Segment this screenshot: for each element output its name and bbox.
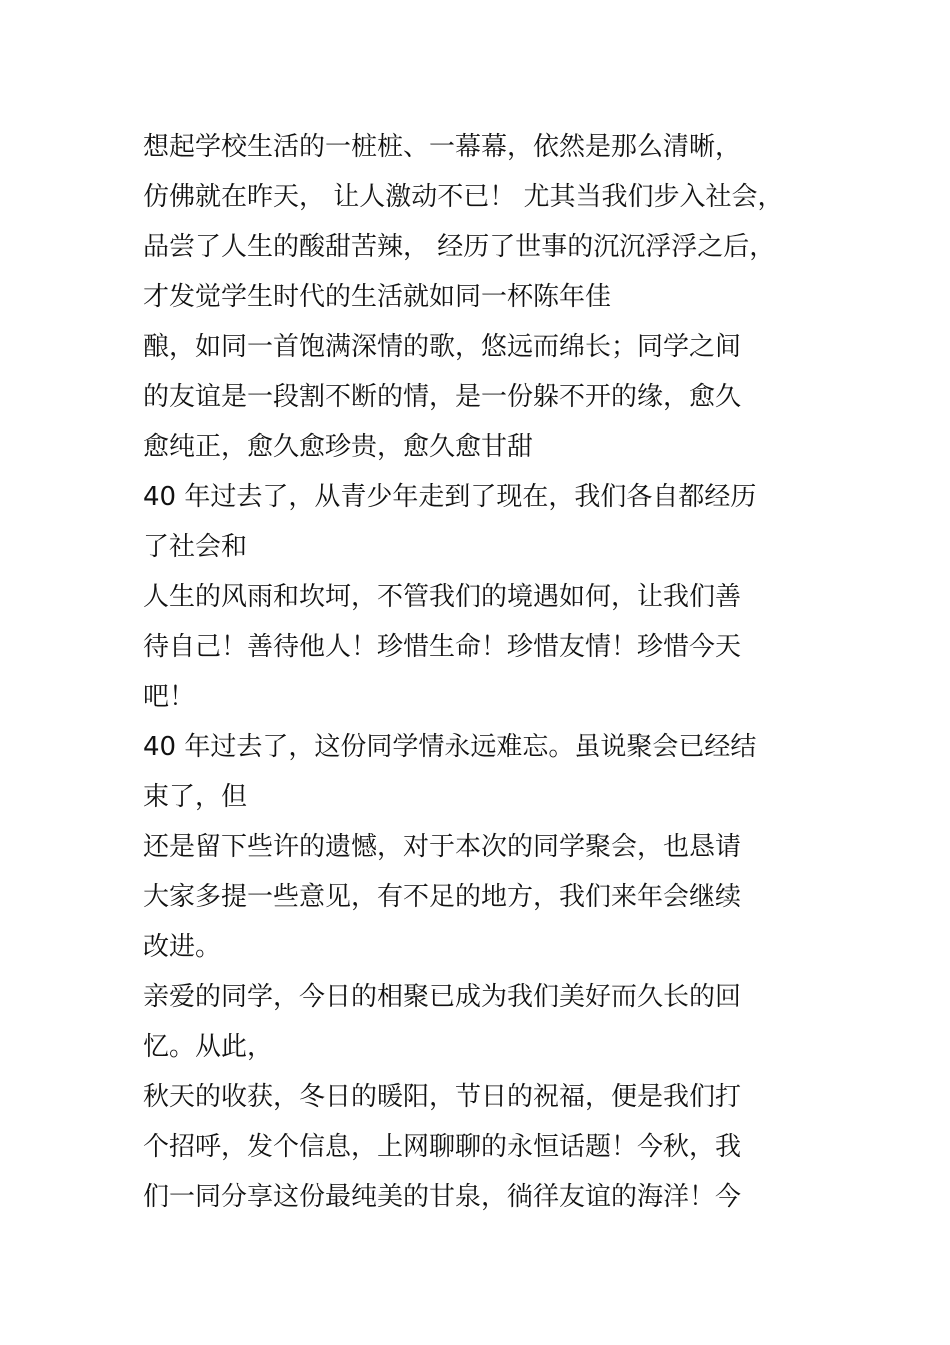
text-line: 个招呼，发个信息，上网聊聊的永恒话题！今秋，我 bbox=[143, 1132, 742, 1162]
text-line: 亲爱的同学，今日的相聚已成为我们美好而久长的回 bbox=[143, 982, 742, 1012]
text-line: 才发觉学生时代的生活就如同一杯陈年佳 bbox=[143, 282, 612, 312]
text-line: 愈纯正，愈久愈珍贵，愈久愈甘甜 bbox=[143, 432, 534, 462]
text-line: 忆。从此， bbox=[143, 1032, 274, 1062]
text-line: 束了，但 bbox=[143, 782, 248, 812]
text-line: 改进。 bbox=[143, 932, 222, 962]
text-line: 仿佛就在昨天， 让人激动不已！ 尤其当我们步入社会， bbox=[143, 182, 784, 212]
text-line: 酿，如同一首饱满深情的歌，悠远而绵长；同学之间 bbox=[143, 332, 742, 362]
text-line: 待自己！善待他人！珍惜生命！珍惜友情！珍惜今天 bbox=[143, 632, 742, 662]
text-line: 想起学校生活的一桩桩、一幕幕，依然是那么清晰， bbox=[143, 132, 742, 162]
text-line: 人生的风雨和坎坷，不管我们的境遇如何，让我们善 bbox=[143, 582, 742, 612]
text-line: 们一同分享这份最纯美的甘泉，徜徉友谊的海洋！今 bbox=[143, 1182, 742, 1212]
text-line: 的友谊是一段割不断的情，是一份躲不开的缘，愈久 bbox=[143, 382, 742, 412]
text-line: 秋天的收获，冬日的暖阳，节日的祝福，便是我们打 bbox=[143, 1082, 742, 1112]
text-line: 吧！ bbox=[143, 682, 196, 712]
document-body bbox=[143, 122, 803, 1222]
text-line: 40 年过去了，这份同学情永远难忘。虽说聚会已经结 bbox=[143, 732, 757, 762]
text-line: 40 年过去了，从青少年走到了现在，我们各自都经历 bbox=[143, 482, 757, 512]
text-line: 还是留下些许的遗憾，对于本次的同学聚会，也恳请 bbox=[143, 832, 742, 862]
text-line: 了社会和 bbox=[143, 532, 248, 562]
text-line: 大家多提一些意见，有不足的地方，我们来年会继续 bbox=[143, 882, 742, 912]
text-line: 品尝了人生的酸甜苦辣， 经历了世事的沉沉浮浮之后， bbox=[143, 232, 776, 262]
